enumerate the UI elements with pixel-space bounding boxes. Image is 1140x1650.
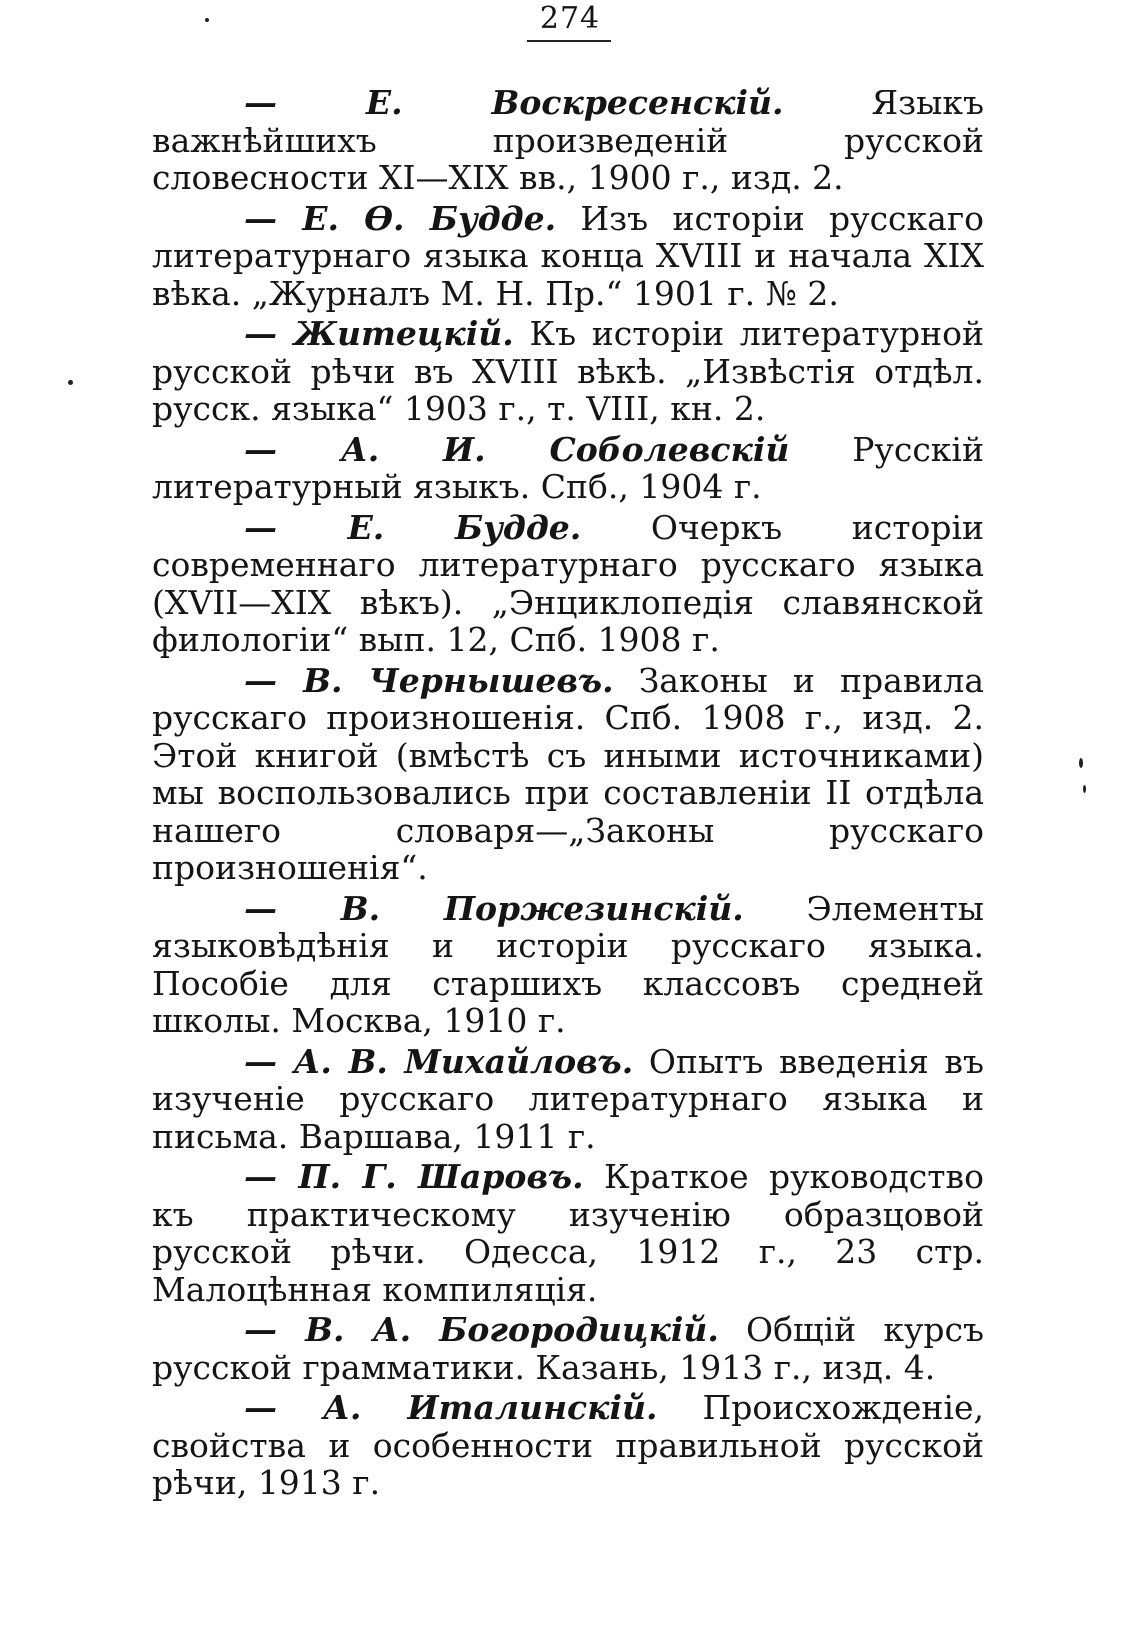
scan-speck	[1083, 785, 1086, 793]
bibliography-entry	[152, 431, 984, 506]
entry-text: Законы и правила русскаго произношенія. Спб. 1908 г., изд. 2. Этой книгой (вмѣстѣ съ иными источниками) мы воспользовались при составленіи II отдѣла нашего словаря—„Законы русскаго произношенія“.	[152, 660, 985, 887]
entry-author: — Е. Будде.	[244, 507, 582, 547]
entry-author: — Житецкій.	[244, 314, 514, 353]
page-number: 274	[539, 1, 601, 36]
bibliography-entry	[152, 890, 984, 1040]
entry-text: Общій курсъ русской грамматики. Казань, 1913 г., изд. 4.	[152, 1310, 984, 1387]
entry-author: — А. Италинскій.	[244, 1388, 658, 1427]
bibliography-entry	[152, 84, 984, 197]
bibliography-entry	[152, 1158, 984, 1308]
entry-text: Къ исторіи литературной русской рѣчи въ XVIII вѣкѣ. „Извѣстія отдѣл. русск. языка“ 1903 г., т. VIII, кн. 2.	[152, 314, 984, 428]
entry-author: — В. Поржезинскій.	[244, 888, 744, 928]
entry-author: — В. Чернышевъ.	[244, 660, 614, 700]
page-number-underline	[527, 40, 611, 42]
scan-speck	[1079, 758, 1083, 768]
entry-author: — П. Г. Шаровъ.	[244, 1157, 584, 1196]
bibliography-entry	[152, 315, 984, 428]
bibliography-entry	[152, 509, 984, 659]
entry-author: — А. И. Соболевскій	[244, 429, 790, 469]
bibliography-list	[152, 84, 984, 1505]
scan-speck	[205, 18, 209, 22]
bibliography-entry	[152, 1043, 984, 1156]
entry-author: — А. В. Михайловъ.	[244, 1041, 634, 1081]
entry-text: Опытъ введенія въ изученіе русскаго литературнаго языка и письма. Варшава, 1911 г.	[152, 1041, 985, 1156]
bibliography-entry	[152, 1311, 984, 1386]
bibliography-entry	[152, 662, 984, 887]
entry-author: — Е. Ѳ. Будде.	[244, 198, 557, 238]
bibliography-entry	[152, 200, 984, 313]
entry-text: Очеркъ исторіи современнаго литературнаго русскаго языка (XVII—XIX вѣкъ). „Энциклопедія славянской филологіи“ вып. 12, Спб. 1908 г.	[152, 507, 984, 659]
entry-author: — Е. Воскресенскій.	[244, 83, 784, 122]
entry-text: Элементы языковѣдѣнія и исторіи русскаго языка. Пособіе для старшихъ классовъ средней школы. Москва, 1910 г.	[152, 888, 984, 1040]
entry-text: Происхожденіе, свойства и особенности правильной русской рѣчи, 1913 г.	[152, 1388, 984, 1502]
bibliography-entry	[152, 1389, 984, 1502]
entry-text: Изъ исторіи русскаго литературнаго языка конца XVIII и начала XIX вѣка. „Журналъ М. Н. Пр.“ 1901 г. № 2.	[152, 198, 984, 313]
entry-author: — В. А. Богородицкій.	[244, 1310, 719, 1349]
scan-speck	[68, 380, 73, 385]
entry-text: Краткое руководство къ практическому изученію образцовой русской рѣчи. Одесса, 1912 г., 23 стр. Малоцѣнная компиляція.	[152, 1157, 984, 1309]
entry-text: Русскій литературный языкъ. Спб., 1904 г.	[152, 429, 984, 506]
entry-text: Языкъ важнѣйшихъ произведеній русской словесности XI—XIX вв., 1900 г., изд. 2.	[152, 83, 985, 197]
